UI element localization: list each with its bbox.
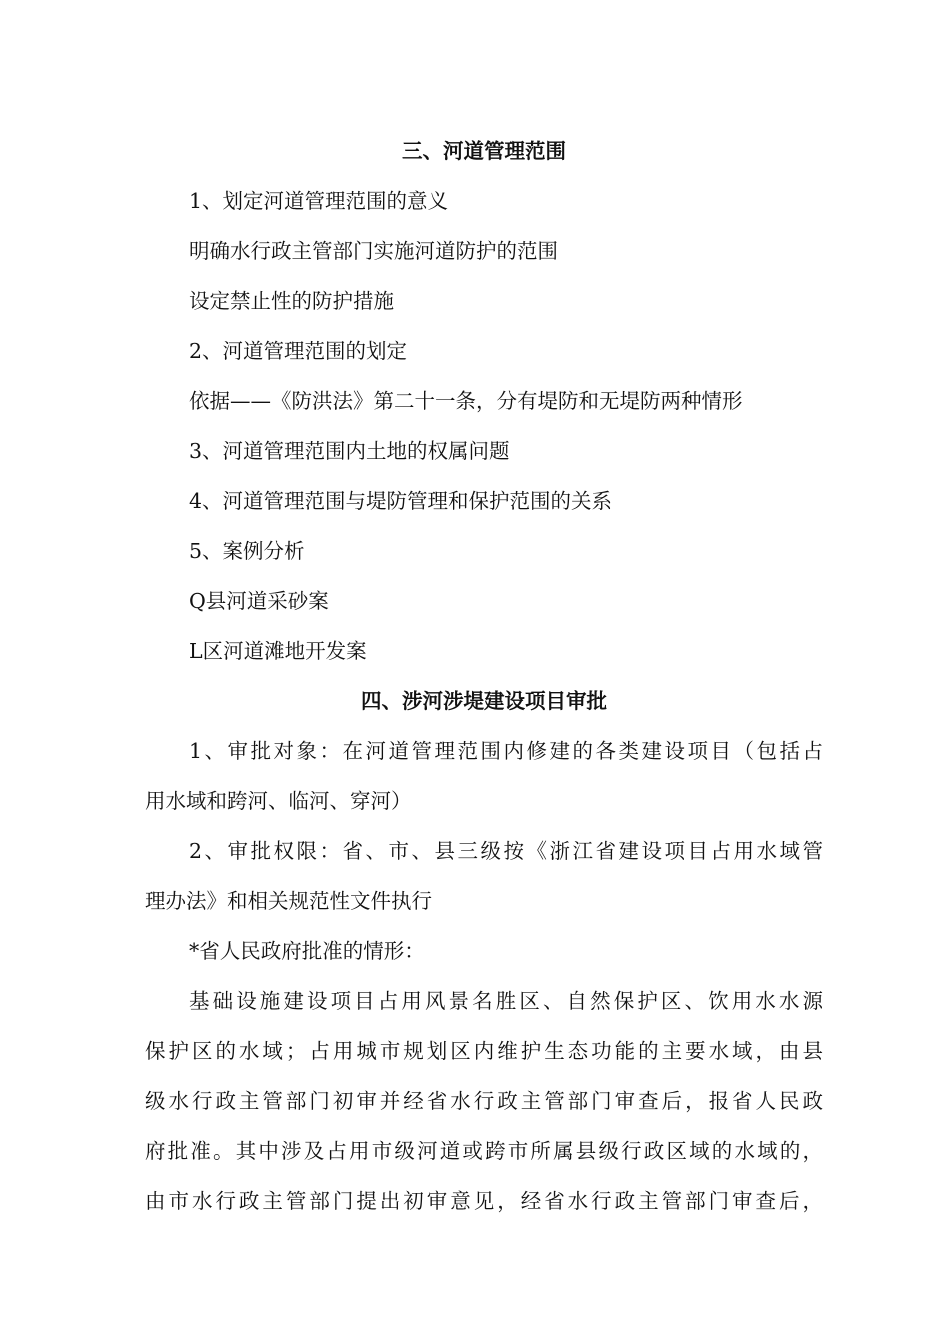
list-item: 1、划定河道管理范围的意义 [189,189,449,213]
document-body [145,126,823,1226]
paragraph-provincial-approval-line1: 基础设施建设项目占用风景名胜区、自然保护区、饮用水水源 [189,989,823,1013]
section-heading-project-approval: 四、涉河涉堤建设项目审批 [361,689,607,713]
list-item: 5、案例分析 [189,539,305,563]
list-item: 设定禁止性的防护措施 [189,289,394,313]
list-item: 依据——《防洪法》第二十一条，分有堤防和无堤防两种情形 [189,389,743,413]
section-heading-river-management-scope: 三、河道管理范围 [402,139,566,163]
paragraph-approval-authority-line1: 2、审批权限：省、市、县三级按《浙江省建设项目占用水域管 [189,839,823,863]
paragraph-provincial-approval-note: *省人民政府批准的情形： [189,939,425,963]
paragraph-approval-object-line2: 用水域和跨河、临河、穿河） [145,789,412,813]
paragraph-provincial-approval-line5: 由市水行政主管部门提出初审意见，经省水行政主管部门审查后， [145,1189,823,1213]
paragraph-approval-object-line1: 1、审批对象：在河道管理范围内修建的各类建设项目（包括占 [189,739,823,763]
paragraph-provincial-approval-line4: 府批准。其中涉及占用市级河道或跨市所属县级行政区域的水域的， [145,1139,823,1163]
list-item: L区河道滩地开发案 [189,639,367,663]
list-item: Q县河道采砂案 [189,589,329,613]
list-item: 明确水行政主管部门实施河道防护的范围 [189,239,558,263]
paragraph-approval-authority-line2: 理办法》和相关规范性文件执行 [145,889,432,913]
list-item: 3、河道管理范围内土地的权属问题 [189,439,510,463]
list-item: 2、河道管理范围的划定 [189,339,408,363]
paragraph-provincial-approval-line2: 保护区的水域；占用城市规划区内维护生态功能的主要水域，由县 [145,1039,823,1063]
list-item: 4、河道管理范围与堤防管理和保护范围的关系 [189,489,613,513]
paragraph-provincial-approval-line3: 级水行政主管部门初审并经省水行政主管部门审查后，报省人民政 [145,1089,823,1113]
